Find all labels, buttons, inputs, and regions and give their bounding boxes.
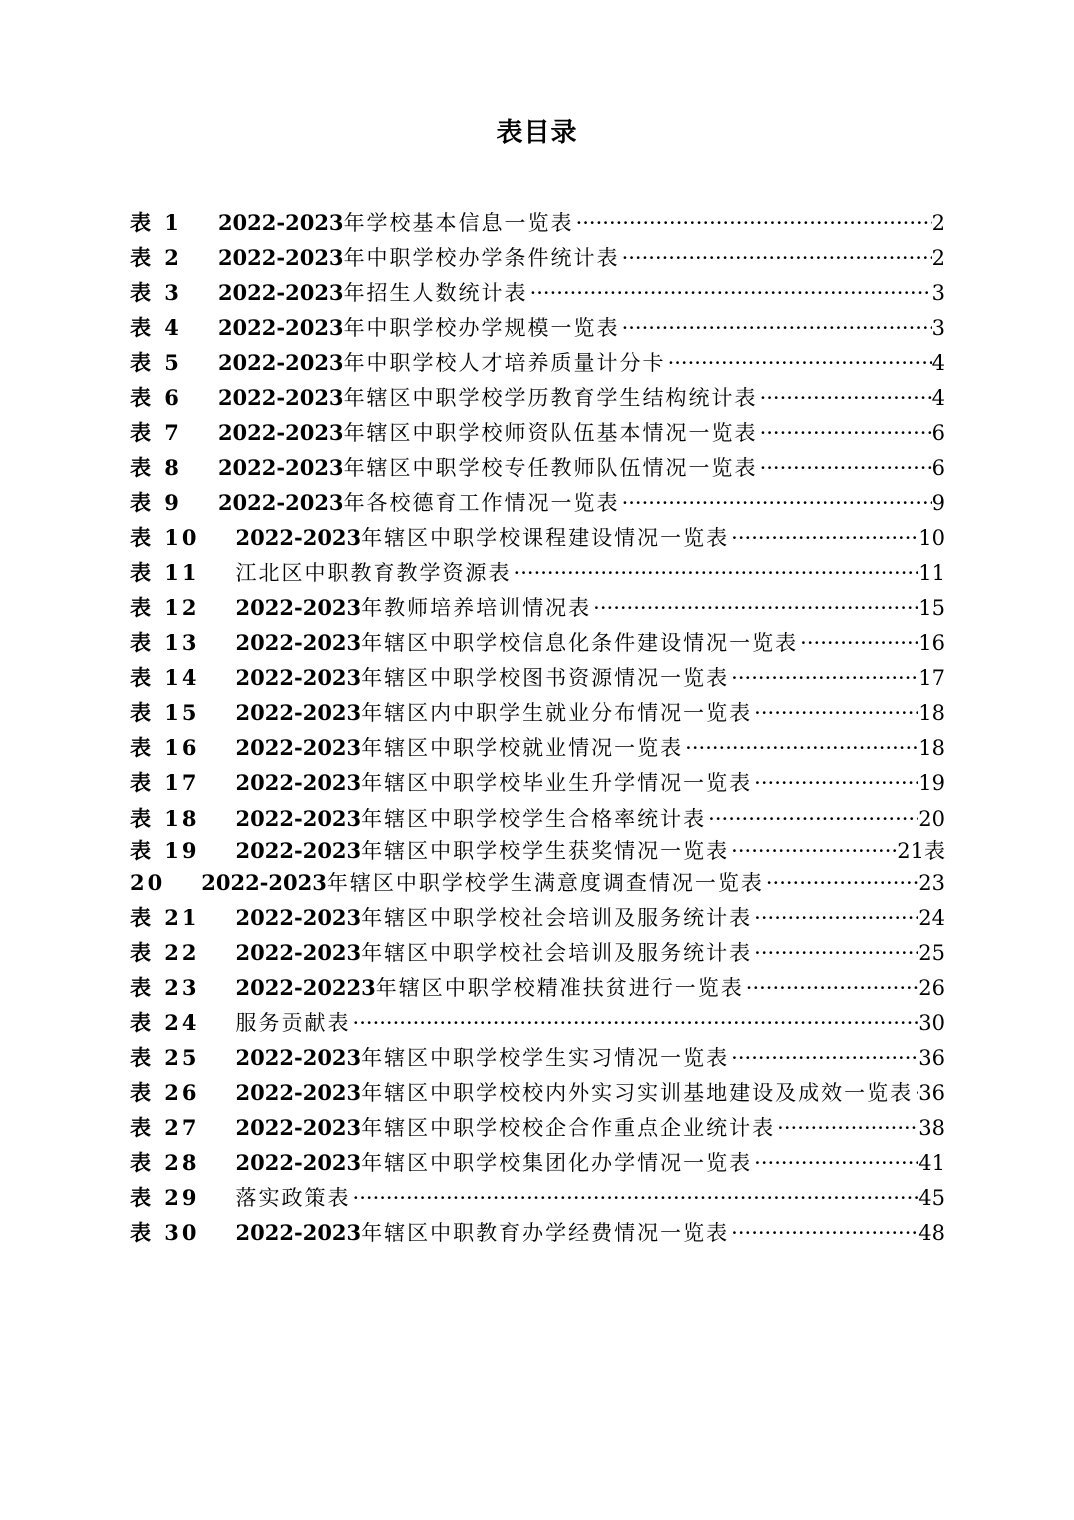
toc-page-number: 30 <box>918 1011 945 1035</box>
toc-entry[interactable] <box>130 698 945 728</box>
toc-page-number: 20 <box>918 807 945 831</box>
toc-entry-number: 表 23 <box>130 975 200 1000</box>
toc-entry-text: 年辖区中职学校就业情况一览表 <box>361 736 684 760</box>
toc-dot-leader <box>683 733 918 763</box>
toc-entry-title <box>200 1113 776 1143</box>
toc-entry-text: 年辖区中职学校学生实习情况一览表 <box>361 1046 730 1070</box>
toc-entry-year: 2022-2023 <box>217 385 344 410</box>
toc-entry-number: 表 1 <box>130 210 182 235</box>
toc-page-number: 36 <box>918 1081 945 1105</box>
toc-entry-number: 表 28 <box>130 1150 200 1175</box>
toc-entry-year: 2022-2023 <box>235 1080 362 1105</box>
toc-entry-year: 2022-2023 <box>235 905 362 930</box>
toc-entry-title <box>200 1218 730 1248</box>
toc-entry-year: 2022-2023 <box>235 1150 362 1175</box>
toc-entry[interactable] <box>130 733 945 763</box>
toc-dot-leader <box>798 628 918 658</box>
toc-entry-text: 年中职学校办学条件统计表 <box>343 246 620 270</box>
toc-entry-year: 2022-2023 <box>217 350 344 375</box>
toc-entry[interactable] <box>130 1078 945 1108</box>
toc-entry-number: 表 26 <box>130 1080 200 1105</box>
toc-entry[interactable] <box>130 663 945 693</box>
toc-entry-number: 表 16 <box>130 735 200 760</box>
toc-entry-year: 2022-2023 <box>235 525 362 550</box>
toc-entry-text: 年辖区中职学校专任教师队伍情况一览表 <box>343 456 758 480</box>
toc-dot-leader <box>758 418 932 448</box>
toc-page-number: 41 <box>918 1151 945 1175</box>
toc-page-number: 24 <box>918 906 945 930</box>
toc-dot-leader <box>758 383 932 413</box>
toc-page-number: 17 <box>918 666 945 690</box>
toc-page-number: 2 <box>931 211 945 235</box>
toc-entry[interactable] <box>130 488 945 518</box>
toc-entry-text: 年中职学校人才培养质量计分卡 <box>343 351 666 375</box>
toc-entry-year: 2022-2023 <box>235 806 362 831</box>
toc-entry-year: 2022-2023 <box>235 665 362 690</box>
toc-page-number: 48 <box>918 1221 945 1245</box>
toc-entry-title <box>200 663 730 693</box>
toc-dot-leader <box>512 558 919 588</box>
toc-entry[interactable] <box>130 1218 945 1248</box>
toc-entry-text: 年辖区中职学校社会培训及服务统计表 <box>361 941 753 965</box>
toc-entry[interactable] <box>130 1008 945 1038</box>
toc-entry-year: 2022-2023 <box>217 315 344 340</box>
toc-entry[interactable] <box>130 313 945 343</box>
toc-page-number: 26 <box>918 976 945 1000</box>
toc-dot-leader <box>574 208 932 238</box>
toc-entry[interactable] <box>130 804 945 834</box>
toc-entry[interactable] <box>130 628 945 658</box>
toc-entry-number: 表 3 <box>130 280 182 305</box>
toc-entry-year: 2022-2023 <box>235 735 362 760</box>
toc-entry[interactable] <box>130 383 945 413</box>
toc-entry-year: 2022-2023 <box>235 940 362 965</box>
toc-entry-year: 2022-2023 <box>217 245 344 270</box>
toc-dot-leader <box>752 903 918 933</box>
toc-entry-number: 表 8 <box>130 455 182 480</box>
toc-page-number: 23 <box>918 871 945 895</box>
toc-entry-title <box>200 1043 730 1073</box>
toc-entry-number: 表 25 <box>130 1045 200 1070</box>
toc-entry-title <box>200 938 753 968</box>
toc-dot-leader <box>706 804 918 834</box>
toc-entry-text: 年辖区中职学校集团化办学情况一览表 <box>361 1151 753 1175</box>
toc-dot-leader <box>752 768 918 798</box>
toc-entry-title <box>200 593 592 623</box>
toc-entry[interactable] <box>130 1043 945 1073</box>
toc-entry-title <box>182 313 620 343</box>
toc-entry[interactable] <box>130 938 945 968</box>
toc-page-number: 18 <box>918 736 945 760</box>
toc-entry-number: 表 29 <box>130 1185 200 1210</box>
toc-dot-leader <box>620 488 932 518</box>
toc-page-number: 4 <box>931 351 945 375</box>
toc-entry-text: 年招生人数统计表 <box>343 281 528 305</box>
toc-dot-leader <box>758 453 932 483</box>
toc-page-number: 21表 <box>897 839 945 863</box>
toc-entry-title <box>182 453 758 483</box>
toc-dot-leader <box>620 243 932 273</box>
toc-entry-number: 表 15 <box>130 700 200 725</box>
toc-entry-year: 2022-2023 <box>201 870 327 895</box>
toc-page-number: 10 <box>918 526 945 550</box>
toc-page-number: 11 <box>918 561 945 585</box>
toc-entry-title <box>200 836 730 866</box>
toc-entry-title <box>182 208 574 238</box>
toc-entry-title <box>165 868 764 898</box>
toc-dot-leader <box>729 1218 918 1248</box>
toc-entry-number: 表 13 <box>130 630 200 655</box>
toc-entry-text: 年辖区内中职学生就业分布情况一览表 <box>361 701 753 725</box>
toc-entry-text: 年辖区中职学校课程建设情况一览表 <box>361 526 730 550</box>
toc-entry-title <box>200 903 753 933</box>
toc-entry[interactable] <box>130 453 945 483</box>
toc-entry-number: 表 19 <box>130 838 200 863</box>
toc-entry[interactable] <box>130 1183 945 1213</box>
toc-entry-title <box>200 733 684 763</box>
toc-page-number: 4 <box>931 386 945 410</box>
toc-entry-number: 表 6 <box>130 385 182 410</box>
toc-entry-year: 2022-2023 <box>235 1220 362 1245</box>
toc-entry[interactable] <box>130 836 945 866</box>
toc-entry-number: 表 27 <box>130 1115 200 1140</box>
toc-entry-number: 表 5 <box>130 350 182 375</box>
toc-dot-leader <box>752 698 918 728</box>
toc-entry-number: 表 7 <box>130 420 182 445</box>
toc-entry[interactable] <box>130 973 945 1003</box>
toc-entry[interactable] <box>130 278 945 308</box>
toc-entry-text: 年辖区中职教育办学经费情况一览表 <box>361 1221 730 1245</box>
toc-dot-leader <box>764 868 918 898</box>
toc-entry-text: 年辖区中职学校毕业生升学情况一览表 <box>361 771 753 795</box>
toc-entry-number: 表 24 <box>130 1010 200 1035</box>
toc-entry-year: 2022-2023 <box>235 838 362 863</box>
toc-entry-text: 江北区中职教育教学资源表 <box>235 561 512 585</box>
toc-entry[interactable] <box>130 868 945 898</box>
toc-entry-title <box>182 348 666 378</box>
toc-entry-title <box>200 1008 351 1038</box>
toc-entry[interactable] <box>130 768 945 798</box>
toc-entry-year: 2022-2023 <box>235 700 362 725</box>
toc-dot-leader <box>729 663 918 693</box>
toc-dot-leader <box>351 1008 919 1038</box>
toc-entry-number: 表 30 <box>130 1220 200 1245</box>
toc-entry-text: 年辖区中职学校精准扶贫进行一览表 <box>375 976 744 1000</box>
toc-entry-title <box>200 768 753 798</box>
toc-entry[interactable] <box>130 593 945 623</box>
page-title: 表目录 <box>496 118 578 148</box>
toc-entry-title <box>182 243 620 273</box>
toc-entry-number: 表 17 <box>130 770 200 795</box>
toc-entry-text: 年辖区中职学校学生满意度调查情况一览表 <box>326 871 764 895</box>
toc-page-number: 18 <box>918 701 945 725</box>
toc-entry-text: 年辖区中职学校社会培训及服务统计表 <box>361 906 753 930</box>
toc-entry-number: 表 10 <box>130 525 200 550</box>
toc-entry-title <box>200 523 730 553</box>
toc-entry-year: 2022-2023 <box>235 595 362 620</box>
toc-entry-year: 2022-2023 <box>235 630 362 655</box>
toc-page-number: 36 <box>918 1046 945 1070</box>
toc-dot-leader <box>729 523 918 553</box>
toc-entry-title <box>182 488 620 518</box>
toc-entry-title <box>200 973 744 1003</box>
toc-entry[interactable] <box>130 243 945 273</box>
toc-entry-title <box>182 278 528 308</box>
toc-dot-leader <box>351 1183 919 1213</box>
toc-dot-leader <box>729 836 897 866</box>
toc-entry[interactable] <box>130 208 945 238</box>
toc-entry-text: 年辖区中职学校校企合作重点企业统计表 <box>361 1116 776 1140</box>
toc-page-number: 19 <box>918 771 945 795</box>
toc-page-number: 3 <box>931 316 945 340</box>
toc-page-number: 45 <box>918 1186 945 1210</box>
toc-entry[interactable] <box>130 418 945 448</box>
toc-entry-title <box>200 804 707 834</box>
toc-entry-year: 2022-2023 <box>217 455 344 480</box>
toc-entry-text: 年学校基本信息一览表 <box>343 211 574 235</box>
toc-entry-title <box>200 1078 914 1108</box>
toc-entry-year: 2022-20223 <box>235 975 376 1000</box>
toc-entry-text: 年辖区中职学校信息化条件建设情况一览表 <box>361 631 799 655</box>
toc-entry[interactable] <box>130 903 945 933</box>
toc-entry-number: 表 2 <box>130 245 182 270</box>
toc-entry-year: 2022-2023 <box>217 280 344 305</box>
toc-page-number: 38 <box>918 1116 945 1140</box>
toc-page-number: 6 <box>931 421 945 445</box>
toc-entry-text: 年辖区中职学校校内外实习实训基地建设及成效一览表 <box>361 1081 914 1105</box>
toc-dot-leader <box>666 348 932 378</box>
toc-entry-title <box>200 558 512 588</box>
toc-entry[interactable] <box>130 348 945 378</box>
toc-entry-number: 表 14 <box>130 665 200 690</box>
toc-entry-number: 表 18 <box>130 806 200 831</box>
toc-entry-text: 落实政策表 <box>235 1186 351 1210</box>
toc-entry-year: 2022-2023 <box>217 420 344 445</box>
toc-entry-title <box>200 1148 753 1178</box>
toc-page-number: 6 <box>931 456 945 480</box>
toc-dot-leader <box>752 1148 918 1178</box>
toc-page-number: 16 <box>918 631 945 655</box>
toc-page-number: 9 <box>931 491 945 515</box>
toc-page-number: 3 <box>931 281 945 305</box>
toc-entry-text: 年辖区中职学校学历教育学生结构统计表 <box>343 386 758 410</box>
toc-entry-year: 2022-2023 <box>235 770 362 795</box>
toc-entry-number: 表 9 <box>130 490 182 515</box>
toc-dot-leader <box>752 938 918 968</box>
toc-dot-leader <box>744 973 918 1003</box>
toc-entry-title <box>200 1183 351 1213</box>
toc-entry-text: 年辖区中职学校图书资源情况一览表 <box>361 666 730 690</box>
toc-entry-text: 年教师培养培训情况表 <box>361 596 592 620</box>
toc-entry-year: 2022-2023 <box>235 1115 362 1140</box>
toc-entry-title <box>182 383 758 413</box>
toc-page-number: 25 <box>918 941 945 965</box>
toc-page-number: 15 <box>918 596 945 620</box>
toc-entry-title <box>200 698 753 728</box>
toc-entry-year: 2022-2023 <box>217 490 344 515</box>
toc-dot-leader <box>620 313 932 343</box>
toc-dot-leader <box>591 593 918 623</box>
toc-entry[interactable] <box>130 1148 945 1178</box>
toc-entry-number: 表 21 <box>130 905 200 930</box>
toc-entry-title <box>182 418 758 448</box>
toc-entry-number: 表 12 <box>130 595 200 620</box>
toc-page-number: 2 <box>931 246 945 270</box>
toc-entry-text: 服务贡献表 <box>235 1011 351 1035</box>
toc-entry-text: 年辖区中职学校学生合格率统计表 <box>361 807 707 831</box>
toc-entry-year: 2022-2023 <box>235 1045 362 1070</box>
toc-entry-text: 年中职学校办学规模一览表 <box>343 316 620 340</box>
toc-entry-text: 年辖区中职学校学生获奖情况一览表 <box>361 839 730 863</box>
toc-dot-leader <box>775 1113 918 1143</box>
toc-dot-leader <box>729 1043 918 1073</box>
toc-entry-number: 表 4 <box>130 315 182 340</box>
toc-entry[interactable] <box>130 558 945 588</box>
toc-entry-number: 表 11 <box>130 560 200 585</box>
toc-dot-leader <box>528 278 932 308</box>
toc-entry-title <box>200 628 799 658</box>
toc-entry-number: 20 <box>130 870 166 895</box>
toc-entry[interactable] <box>130 523 945 553</box>
toc-entry-number: 表 22 <box>130 940 200 965</box>
toc-entry-year: 2022-2023 <box>217 210 344 235</box>
toc-entry[interactable] <box>130 1113 945 1143</box>
toc-entry-text: 年辖区中职学校师资队伍基本情况一览表 <box>343 421 758 445</box>
toc-entry-text: 年各校德育工作情况一览表 <box>343 491 620 515</box>
